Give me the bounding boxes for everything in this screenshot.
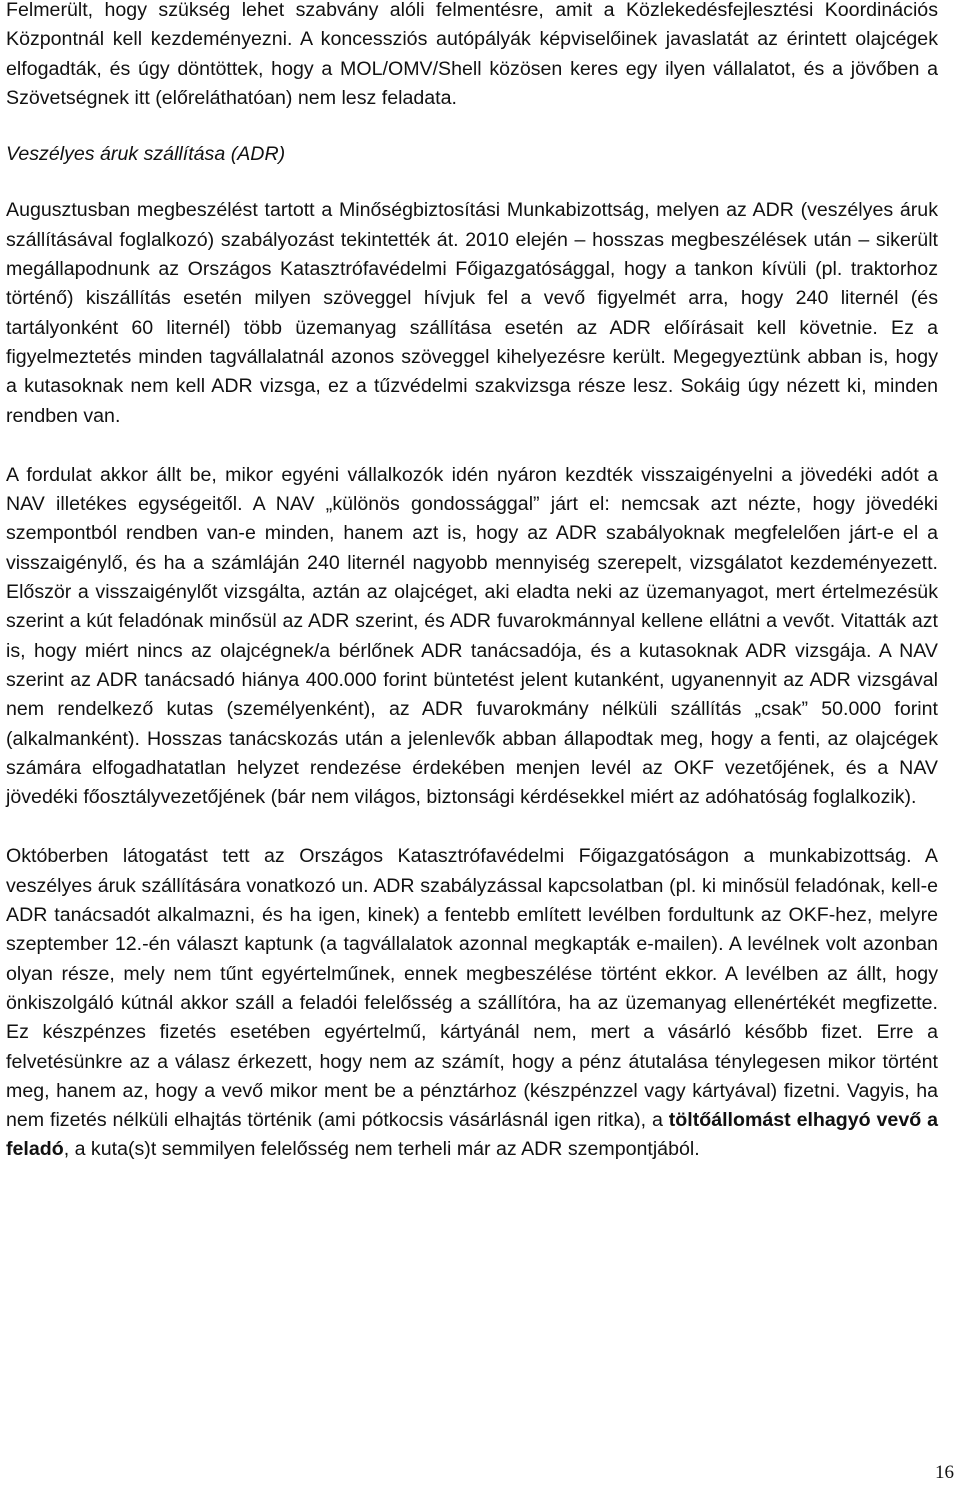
okf-paragraph-text: Októberben látogatást tett az Országos Katasztrófavédelmi Főigazgatóságon a munkabizottság. A veszélyes áruk szállítására vonatkozó un. ADR szabályzással kapcsolatban (pl. ki minősül feladónak, kell-e ADR tanácsadót alkalmazni, és ha igen, kinek) a fentebb említett levélben fordultunk az OKF-hez, melyre szeptember 12.-én választ kaptunk (a tagvállalatok azonnal megkapták e-mailen). A levélnek volt azonban olyan része, mely nem tűnt egyértelműnek, ennek megbeszélése történt ekkor. A levélben az állt, hogy önkiszolgáló kútnál akkor száll a feladói felelősség a szállítóra, ha az üzemanyag ellenértékét megfizette. Ez készpénzes fizetés esetében egyértelmű, kártyánál nem, mert a vásárló később fizet. Erre a felvetésünkre az a válasz érkezett, hogy nem az számít, hogy a pénz átutalása ténylegesen mikor történt meg, hanem az, hogy a vevő mikor ment be a pénztárhoz (készpénzzel vagy kártyával) fizetni. Vagyis, ha nem fizetés nélküli elhajtás történik (ami pótkocsis vásárlásnál igen ritka), a <box>6 845 938 1132</box>
okf-paragraph <box>6 842 938 1164</box>
document-page <box>6 0 938 1165</box>
nav-paragraph: A fordulat akkor állt be, mikor egyéni vállalkozók idén nyáron kezdték visszaigényelni a jövedéki adót a NAV illetékes egységeitől. A NAV „különös gondossággal” járt el: nemcsak azt nézte, hogy jövedéki szempontból rendben van-e minden, hanem azt is, hogy az ADR szabályoknak megfelelően járt-e el a visszaigénylő, és ha a számláján 240 liternél nagyobb mennyiség szerepelt, vizsgálatot kezdeményezett. Először a visszaigénylőt vizsgálta, aztán az olajcéget, aki eladta neki az üzemanyagot, mert értelmezésük szerint a kút feladónak minősül az ADR szerint, és ADR fuvarokmánnyal kellene ellátni a vevőt. Vitatták azt is, hogy miért nincs az olajcégnek/a bérlőnek ADR tanácsadója, és a kutasoknak ADR vizsgája. A NAV szerint az ADR tanácsadó hiánya 400.000 forint büntetést jelent kutanként, ugyanennyit az ADR vizsgával nem rendelkező kutas (személyenként), az ADR fuvarokmány nélküli szállítás „csak” 50.000 forint (alkalmanként). Hosszas tanácskozás után a jelenlevők abban állapodtak meg, hogy a fenti, az olajcégek számára elfogadhatatlan helyzet rendezése érdekében menjen levél az OKF vezetőjének, és a NAV jövedéki főosztályvezetőjének (bár nem világos, biztonsági kérdésekkel miért az adóhatóság foglalkozik). <box>6 463 938 809</box>
adr-paragraph: Augusztusban megbeszélést tartott a Minőségbiztosítási Munkabizottság, melyen az ADR (veszélyes áruk szállításával foglalkozó) szabályozást tekintették át. 2010 elején – hosszas megbeszélések után – sikerült megállapodnunk az Országos Katasztrófavédelmi Főigazgatósággal, hogy a tankon kívüli (pl. traktorhoz történő) kiszállítás esetén milyen szöveggel hívjuk fel a vevő figyelmét arra, hogy 240 liternél (és tartályonként 60 liternél) több üzemanyag szállítása esetén az ADR előírásait kell követnie. Ez a figyelmeztetés minden tagvállalatnál azonos szöveggel kihelyezésre került. Megegyeztünk abban is, hogy a kutasoknak nem kell ADR vizsga, ez a tűzvédelmi szakvizsga része lesz. Sokáig úgy nézett ki, minden rendben van. <box>6 199 938 427</box>
okf-paragraph-ending: , a kuta(s)t semmilyen felelősség nem terheli már az ADR szempontjából. <box>63 1138 700 1161</box>
section-heading: Veszélyes áruk szállítása (ADR) <box>6 143 286 166</box>
intro-paragraph: Felmerült, hogy szükség lehet szabvány alóli felmentésre, amit a Közlekedésfejlesztési Koordinációs Központnál kell kezdeményezni. A koncessziós autópályák képviselőinek javaslatát az érintett olajcégek elfogadták, és úgy döntöttek, hogy a MOL/OMV/Shell közösen keres egy ilyen vállalatot, és a jövőben a Szövetségnek itt (előreláthatóan) nem lesz feladata. <box>6 0 938 109</box>
page-number: 16 <box>935 1462 954 1483</box>
okf-paragraph-bold: töltőállomást elhagyó vevő a feladó <box>6 1109 938 1161</box>
